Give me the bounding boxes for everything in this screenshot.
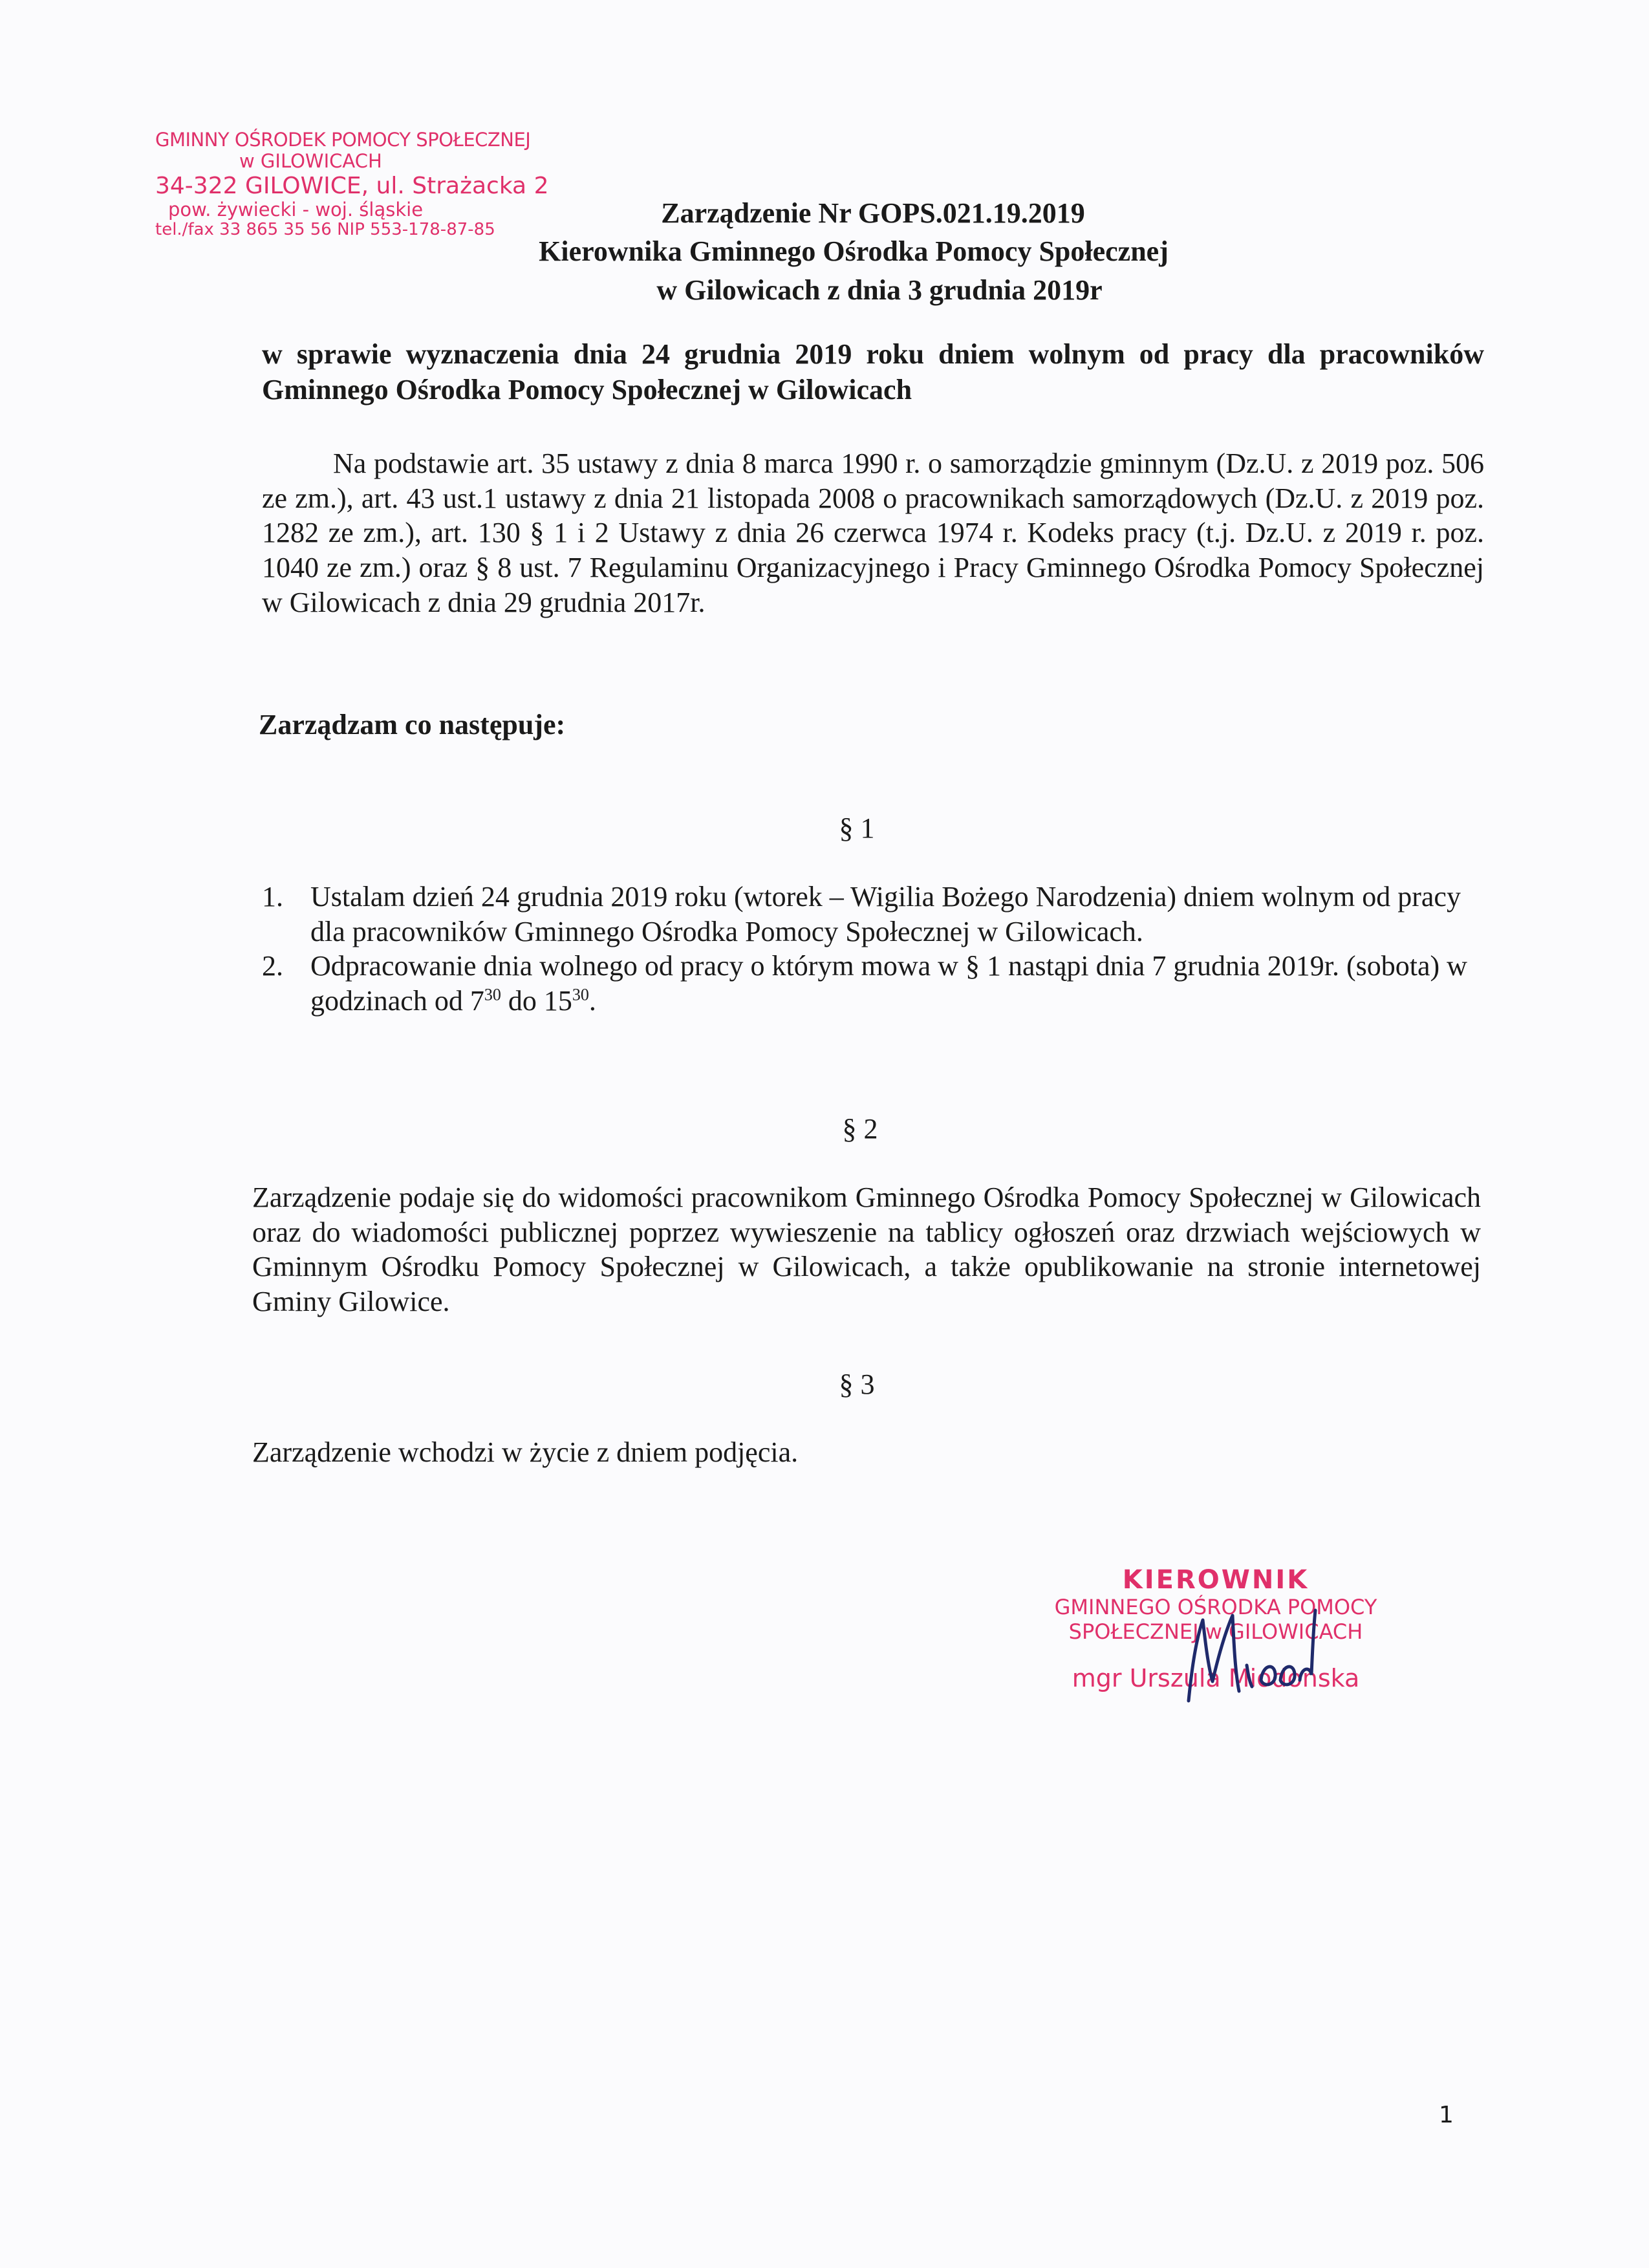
document-title [491, 194, 1267, 309]
decree-heading: Zarządzam co następuje: [259, 709, 566, 740]
section-1-mark: § 1 [839, 812, 875, 844]
list-item-number: 1. [262, 881, 283, 913]
stamp-line: GMINNY OŚRODEK POMOCY SPOŁECZNEJ [155, 129, 531, 151]
signature-stamp-line: SPOŁECZNEJ w GILOWICACH [1068, 1619, 1363, 1644]
list-item [262, 880, 1491, 949]
title-line-date: w Gilowicach z dnia 3 grudnia 2019r [656, 274, 1103, 306]
section-2-mark: § 2 [842, 1113, 878, 1145]
stamp-line: w GILOWICACH [239, 150, 382, 173]
stamp-line: 34-322 GILOWICE, ul. Strażacka 2 [155, 172, 549, 199]
legal-basis-paragraph [262, 446, 1484, 620]
signature-stamp-name: mgr Urszula Miodońska [1072, 1663, 1360, 1692]
time-minutes-superscript: 30 [484, 985, 501, 1004]
title-line-number: Zarządzenie Nr GOPS.021.19.2019 [661, 197, 1085, 229]
list-item-text [310, 949, 1491, 1018]
stamp-line: pow. żywiecki - woj. śląskie [168, 199, 424, 221]
list-item-text-part: . [588, 985, 596, 1017]
signature-stamp-line: KIEROWNIK [1122, 1565, 1310, 1595]
list-item-number: 2. [262, 950, 283, 982]
list-item-text-part: do 15 [501, 985, 572, 1017]
list-item-text: Ustalam dzień 24 grudnia 2019 roku (wtorek – Wigilia Bożego Narodzenia) dniem wolnym od pracy dla pracowników Gminnego Ośrodka Pomocy Społecznej w Gilowicach. [310, 881, 1461, 947]
legal-basis-text: Na podstawie art. 35 ustawy z dnia 8 marca 1990 r. o samorządzie gminnym (Dz.U. z 2019 poz. 506 ze zm.), art. 43 ust.1 ustawy z dnia 21 listopada 2008 o pracownikach samorządowych (Dz.U. z 2019 poz. 1282 ze zm.), art. 130 § 1 i 2 Ustawy z dnia 26 czerwca 1974 r. Kodeks pracy (t.j. Dz.U. z 2019 r. poz. 1040 ze zm.) oraz § 8 ust. 7 Regulaminu Organizacyjnego i Pracy Gminnego Ośrodka Pomocy Społecznej w Gilowicach z dnia 29 grudnia 2017r. [262, 448, 1484, 618]
section-2-text: Zarządzenie podaje się do widomości pracownikom Gminnego Ośrodka Pomocy Społecznej w Gilowicach oraz do wiadomości publicznej poprzez wywieszenie na tablicy ogłoszeń oraz drzwiach wejściowych w Gminnym Ośrodku Pomocy Społecznej w Gilowicach, a także opublikowanie na stronie internetowej Gminy Gilowice. [252, 1182, 1481, 1318]
page-number: 1 [1439, 2102, 1454, 2128]
signature-stamp-line: GMINNEGO OŚRODKA POMOCY [1054, 1595, 1377, 1620]
document-subject: w sprawie wyznaczenia dnia 24 grudnia 2019 roku dniem wolnym od pracy dla pracowników Gminnego Ośrodka Pomocy Społecznej w Gilowicach [262, 338, 1484, 405]
list-item-text-part: Odpracowanie dnia wolnego od pracy o którym mowa w § 1 nastąpi dnia 7 grudnia 2019r. (sobota) w godzinach od 7 [310, 950, 1467, 1017]
title-line-issuer: Kierownika Gminnego Ośrodka Pomocy Społecznej [539, 235, 1169, 268]
time-minutes-superscript: 30 [572, 985, 589, 1004]
stamp-line: tel./fax 33 865 35 56 NIP 553-178-87-85 [155, 220, 495, 240]
handwritten-signature [1177, 1604, 1326, 1714]
section-3-text: Zarządzenie wchodzi w życie z dniem podjęcia. [252, 1436, 799, 1468]
section-1-list [262, 880, 1491, 1019]
section-3-mark: § 3 [839, 1368, 875, 1400]
list-item [262, 949, 1491, 1018]
